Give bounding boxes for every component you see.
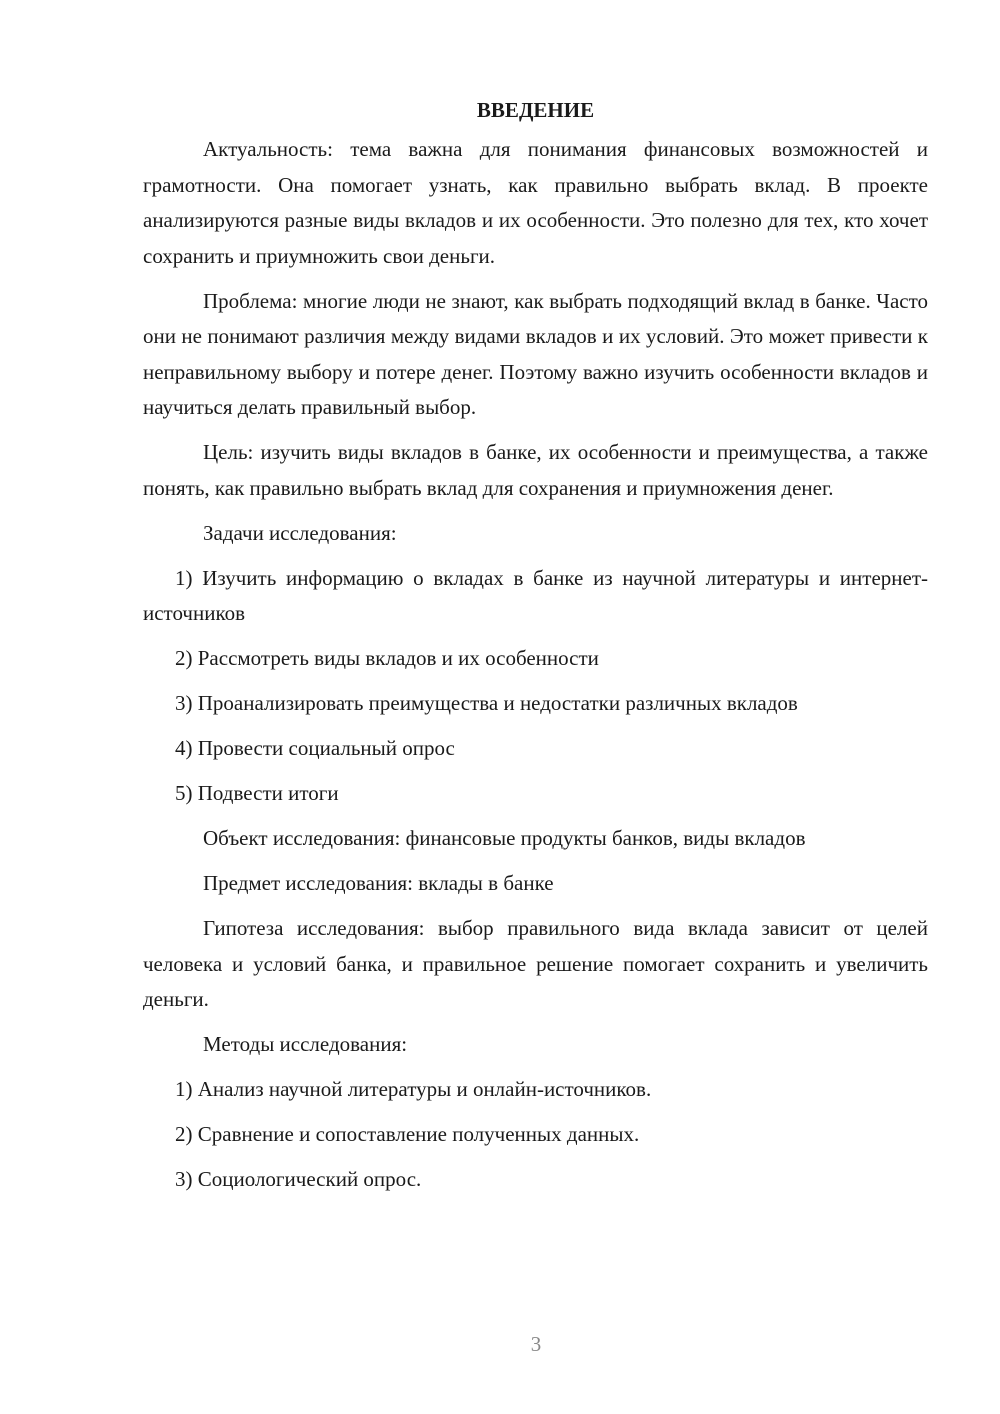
method-item: 2) Сравнение и сопоставление полученных данных. [175,1122,640,1146]
task-item: 2) Рассмотреть виды вкладов и их особенности [175,646,599,670]
task-item: 5) Подвести итоги [175,781,339,805]
task-item: 1) Изучить информацию о вкладах в банке из научной литературы и интернет-источников [143,565,928,625]
method-item: 1) Анализ научной литературы и онлайн-источников. [175,1077,652,1101]
section-title: ВВЕДЕНИЕ [476,98,595,122]
research-subject: Предмет исследования: вклады в банке [203,871,554,895]
methods-heading: Методы исследования: [203,1032,408,1056]
page-number: 3 [530,1332,542,1356]
task-item: 4) Провести социальный опрос [175,736,455,760]
goal-paragraph: Цель: изучить виды вкладов в банке, их особенности и преимущества, а также понять, как правильно выбрать вклад для сохранения и приумножения денег. [143,440,928,500]
method-item: 3) Социологический опрос. [175,1167,422,1191]
task-item: 3) Проанализировать преимущества и недостатки различных вкладов [175,691,798,715]
hypothesis-paragraph: Гипотеза исследования: выбор правильного вида вклада зависит от целей человека и условий банка, и правильное решение помогает сохранить и увеличить деньги. [143,916,928,1011]
relevance-paragraph: Актуальность: тема важна для понимания финансовых возможностей и грамотности. Она помогает узнать, как правильно выбрать вклад. В проекте анализируются разные виды вкладов и их особенности. Это полезно для тех, кто хочет сохранить и приумножить свои деньги. [143,137,928,268]
tasks-heading: Задачи исследования: [203,520,397,545]
document-page [143,92,928,1207]
problem-paragraph: Проблема: многие люди не знают, как выбрать подходящий вклад в банке. Часто они не понимают различия между видами вкладов и их условий. Это может привести к неправильному выбору и потере денег. Поэтому важно изучить особенности вкладов и научиться делать правильный выбор. [143,288,928,419]
research-object: Объект исследования: финансовые продукты банков, виды вкладов [203,826,806,850]
